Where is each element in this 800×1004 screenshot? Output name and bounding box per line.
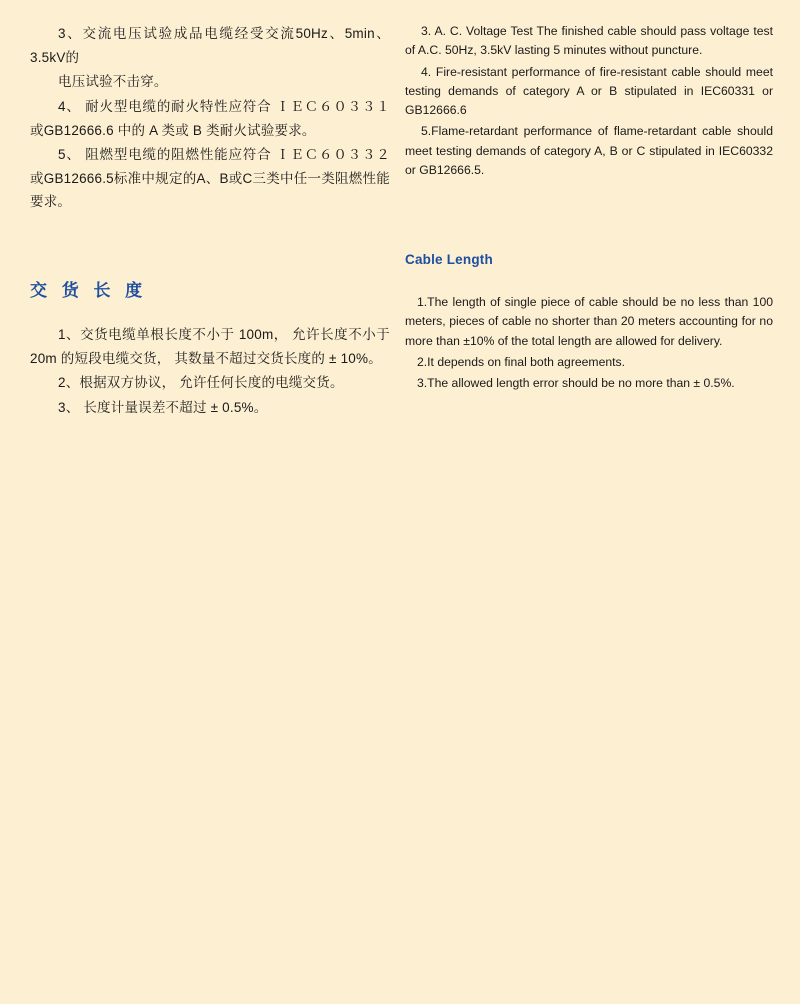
en-paragraph-ac-voltage-test: 3. A. C. Voltage Test The finished cable should pass voltage test of A.C. 50Hz, 3.5kV lasting 5 minutes without puncture. (405, 24, 773, 58)
zh-section-heading-cable-length: 交 货 长 度 (30, 281, 148, 300)
zh-paragraph-length-3: 3、 长度计量误差不超过 ± 0.5%。 (58, 399, 268, 415)
right-column (405, 22, 773, 395)
zh-paragraph-ac-voltage-test: 3、交流电压试验成品电缆经受交流50Hz、5min、3.5kV的 (30, 26, 390, 65)
en-section-heading-cable-length: Cable Length (405, 252, 493, 268)
zh-paragraph-length-2: 2、根据双方协议， 允许任何长度的电缆交货。 (58, 375, 344, 391)
zh-paragraph-fire-resistant: 4、 耐火型电缆的耐火特性应符合 ＩＥＣ６０３３１ 或GB12666.6 中的 A 类或 B 类耐火试验要求。 (30, 98, 390, 138)
en-paragraph-fire-resistant: 4. Fire-resistant performance of fire-resistant cable should meet testing demands of category A or B stipulated in IEC60331 or GB12666.6 (405, 64, 773, 118)
zh-paragraph-length-1: 1、交货电缆单根长度不小于 100m， 允许长度不小于20m 的短段电缆交货， 其数量不超过交货长度的 ± 10%。 (30, 327, 390, 366)
en-paragraph-length-2: 2.It depends on final both agreements. (417, 354, 626, 369)
zh-paragraph-flame-retardant: 5、 阻燃型电缆的阻燃性能应符合 ＩＥＣ６０３３２ 或GB12666.5标准中规定的A、B或C三类中任一类阻燃性能要求。 (30, 147, 390, 210)
en-paragraph-length-3: 3.The allowed length error should be no more than ± 0.5%. (417, 376, 735, 391)
en-paragraph-length-1: 1.The length of single piece of cable should be no less than 100 meters, pieces of cable no shorter than 20 meters accounting for no more than ±10% of the total length are allowed for delivery. (405, 295, 773, 348)
en-paragraph-flame-retardant: 5.Flame-retardant performance of flame-retardant cable should meet testing demands of category A, B or C stipulated in IEC60332 or GB12666.5. (405, 124, 773, 177)
left-column (30, 22, 390, 421)
zh-paragraph-ac-voltage-test-cont: 电压试验不击穿。 (58, 74, 168, 90)
